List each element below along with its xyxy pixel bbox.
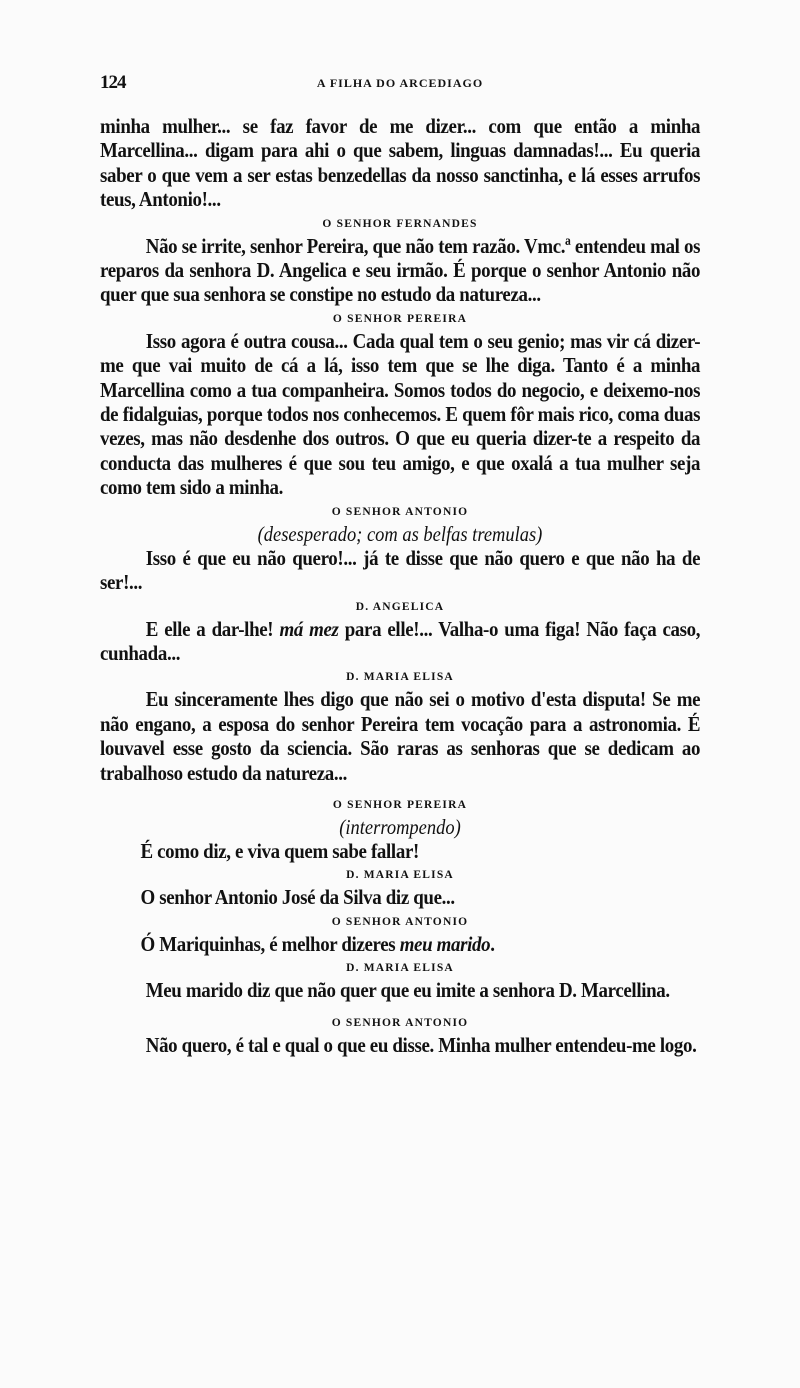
paragraph: Meu marido diz que não quer que eu imite a senhora D. Marcellina. bbox=[145, 978, 670, 1003]
speaker-name: D. MARIA ELISA bbox=[346, 869, 454, 882]
emphasis: meu marido bbox=[399, 931, 491, 956]
stage-direction: (interrompendo) bbox=[339, 814, 461, 839]
book-page bbox=[100, 72, 700, 1057]
page-body bbox=[100, 114, 700, 1057]
text-run: para elle!... Valha-o uma figa! Não faça caso, cunhada... bbox=[100, 616, 701, 665]
speaker-name: D. MARIA ELISA bbox=[346, 671, 454, 684]
paragraph: Não quero, é tal e qual o que eu disse. Minha mulher entendeu-me logo. bbox=[145, 1032, 697, 1057]
text-run: E elle a dar-lhe! bbox=[145, 616, 280, 641]
speaker-name: D. ANGELICA bbox=[355, 600, 445, 613]
paragraph: Eu sinceramente lhes digo que não sei o motivo d'esta disputa! Se me não engano, a esposa do senhor Pereira tem vocação para a astronomia. É louvavel esse gosto da sciencia. São raras as senhoras que se dedicam ao trabalhoso estudo da natureza... bbox=[100, 687, 701, 785]
speaker-name: O SENHOR PEREIRA bbox=[332, 798, 468, 811]
paragraph: Não se irrite, senhor Pereira, que não tem razão. Vmc.ª entendeu mal os reparos da senhora D. Angelica e seu irmão. É porque o senhor Antonio não quer que sua senhora se constipe no estudo da natureza... bbox=[100, 233, 701, 307]
dialogue-line: O senhor Antonio José da Silva diz que... bbox=[140, 885, 455, 910]
text-run: . bbox=[490, 931, 495, 956]
stage-direction: (desesperado; com as belfas tremulas) bbox=[257, 521, 543, 546]
paragraph: minha mulher... se faz favor de me dizer... com que então a minha Marcellina... digam para ahi o que sabem, linguas damnadas!... Eu queria saber o que vem a ser estas benzedellas da nosso sanctinha, e lá esses arrufos teus, Antonio!... bbox=[100, 114, 701, 212]
speaker-name: O SENHOR ANTONIO bbox=[331, 1016, 469, 1029]
text-run: Ó Mariquinhas, é melhor dizeres bbox=[140, 931, 400, 956]
page-number: 124 bbox=[100, 72, 126, 93]
paragraph: Isso agora é outra cousa... Cada qual tem o seu genio; mas vir cá dizer-me que vai muito de cá a lá, isso tem que se lhe diga. Tanto é a minha Marcellina como a tua companheira. Somos todos do negocio, e deixemo-nos de fidalguias, porque todos nos conhecemos. E quem fôr mais rico, coma duas vezes, mas não desdenhe dos outros. O que eu queria dizer-te a respeito da conducta das mulheres é que sou teu amigo, e que oxalá a tua mulher seja como tem sido a minha. bbox=[100, 328, 701, 500]
speaker-name: O SENHOR ANTONIO bbox=[331, 505, 469, 518]
speaker-name: O SENHOR PEREIRA bbox=[332, 312, 468, 325]
speaker-name: O SENHOR FERNANDES bbox=[322, 217, 478, 230]
paragraph: Isso é que eu não quero!... já te disse que não quero e que não ha de ser!... bbox=[100, 545, 701, 595]
book-title: A FILHA DO ARCEDIAGO bbox=[316, 76, 484, 90]
speaker-name: D. MARIA ELISA bbox=[346, 962, 454, 975]
dialogue-line: É como diz, e viva quem sabe fallar! bbox=[140, 838, 419, 863]
running-head bbox=[100, 72, 700, 98]
dialogue-line bbox=[100, 932, 628, 956]
speaker-name: O SENHOR ANTONIO bbox=[331, 915, 469, 928]
paragraph bbox=[100, 617, 700, 666]
emphasis: má mez bbox=[279, 616, 339, 641]
